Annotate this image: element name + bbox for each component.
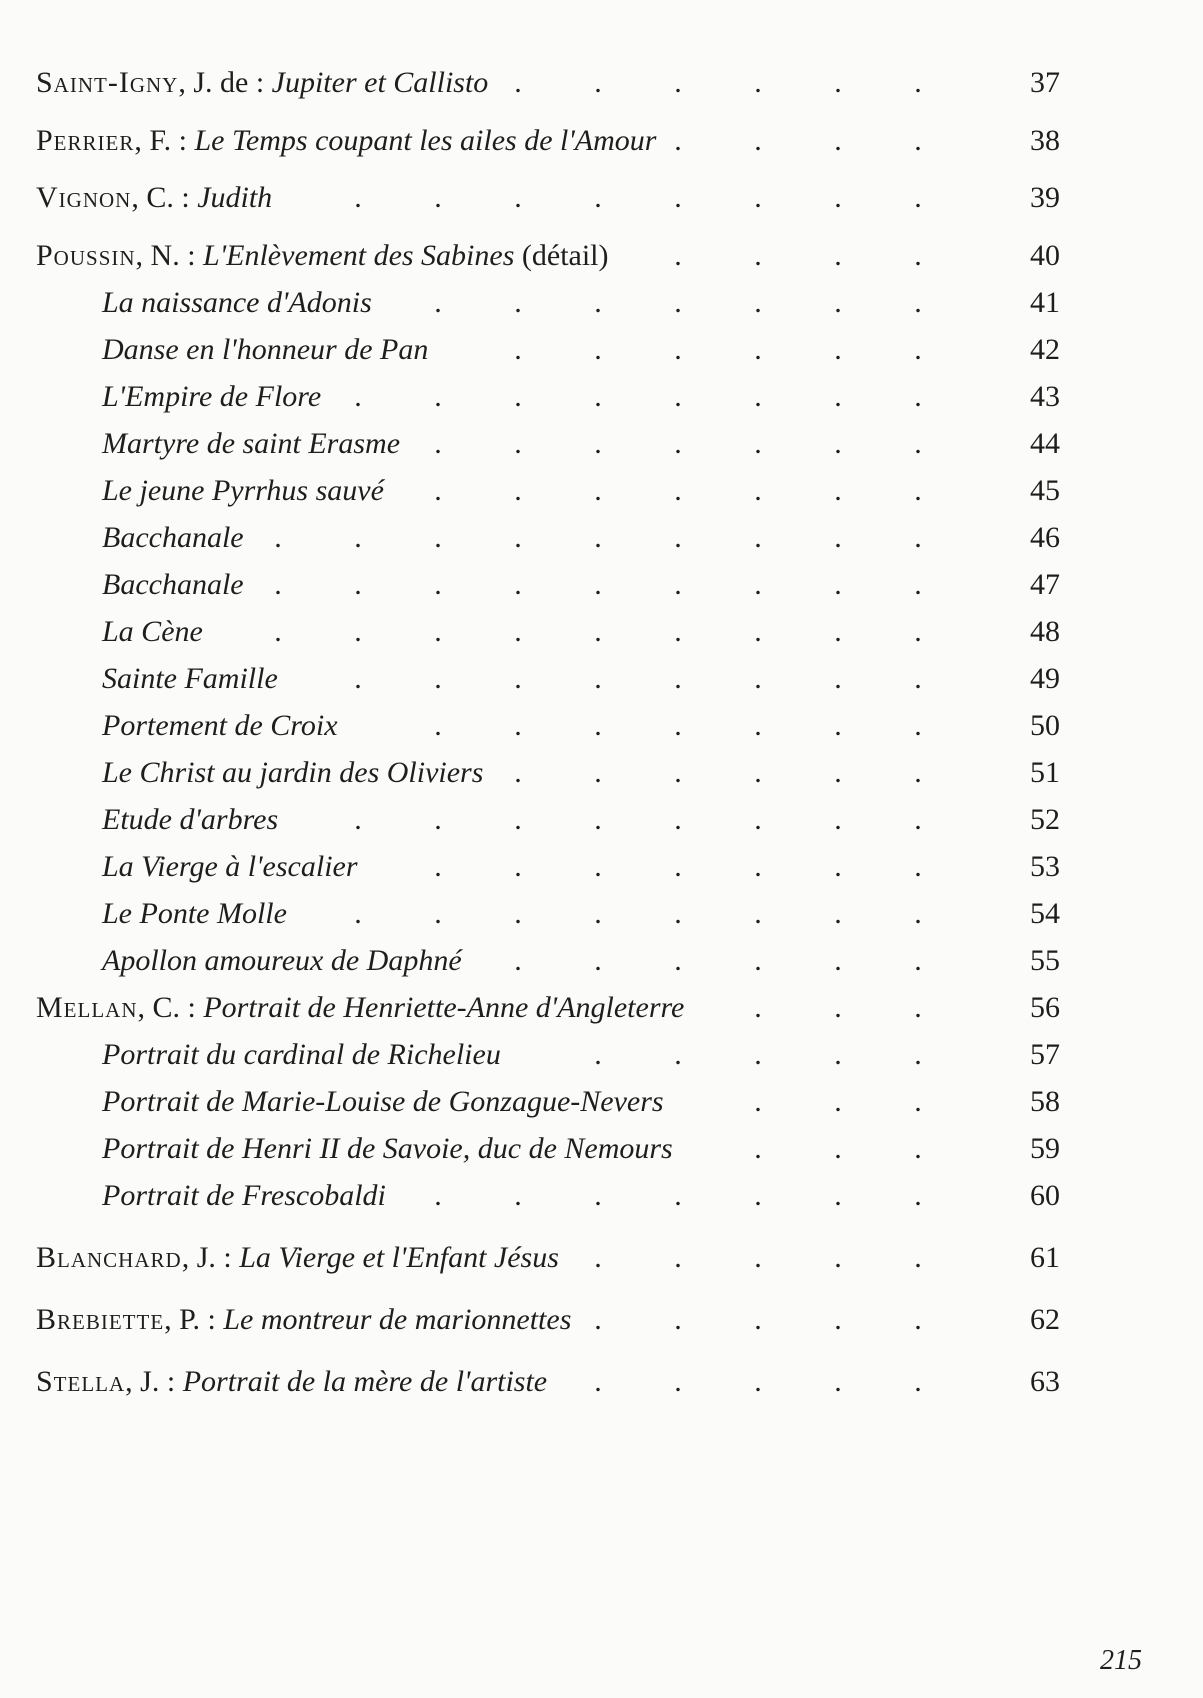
leader-dot: . <box>514 1179 522 1212</box>
leader-dot: . <box>594 380 602 413</box>
leader-dot: . <box>674 1365 682 1398</box>
artwork-title: La Vierge à l'escalier <box>102 850 358 883</box>
entry-text <box>36 121 656 161</box>
leader-dot: . <box>354 662 362 695</box>
page-number: 39 <box>1030 181 1060 214</box>
leader-dot: . <box>834 380 842 413</box>
leader-dot: . <box>674 286 682 319</box>
leader-dot: . <box>594 1365 602 1398</box>
leader-dot: . <box>754 662 762 695</box>
leader-dot: . <box>354 380 362 413</box>
artwork-title: Portrait de la mère de l'artiste <box>182 1365 548 1398</box>
leader-dot: . <box>434 286 442 319</box>
leader-dot: . <box>914 615 922 648</box>
toc-entry <box>0 1035 1203 1075</box>
leader-dot: . <box>434 897 442 930</box>
page-number: 47 <box>1030 568 1060 601</box>
leader-dot: . <box>754 380 762 413</box>
leader-dot: . <box>914 1241 922 1274</box>
leader-dot: . <box>674 380 682 413</box>
toc-entry <box>0 988 1203 1028</box>
leader-dot: . <box>594 66 602 99</box>
entry-text <box>102 565 244 605</box>
artwork-title: La Vierge et l'Enfant Jésus <box>239 1241 559 1274</box>
artist-initials: , P. : <box>164 1303 224 1336</box>
entry-text <box>102 283 372 323</box>
leader-dot: . <box>834 474 842 507</box>
toc-entry <box>0 236 1203 276</box>
toc-entry <box>0 1082 1203 1122</box>
leader-dot: . <box>594 897 602 930</box>
toc-entry <box>0 659 1203 699</box>
leader-dot: . <box>514 615 522 648</box>
toc-entry <box>0 612 1203 652</box>
leader-dot: . <box>834 1085 842 1118</box>
leader-dot: . <box>434 181 442 214</box>
leader-dot: . <box>834 1038 842 1071</box>
leader-dot: . <box>674 709 682 742</box>
leader-dot: . <box>594 1241 602 1274</box>
leader-dot: . <box>674 1303 682 1336</box>
page-number: 49 <box>1030 662 1060 695</box>
entry-text <box>102 706 338 746</box>
leader-dot: . <box>754 615 762 648</box>
entry-text <box>36 63 488 103</box>
leader-dot: . <box>514 709 522 742</box>
leader-dot: . <box>834 662 842 695</box>
artwork-title: Portrait du cardinal de Richelieu <box>102 1038 501 1071</box>
leader-dot: . <box>594 286 602 319</box>
entry-text <box>102 894 287 934</box>
entry-text <box>102 1082 664 1122</box>
toc-entry <box>0 471 1203 511</box>
leader-dot: . <box>514 427 522 460</box>
leader-dot: . <box>834 568 842 601</box>
artist-initials: , J. : <box>125 1365 183 1398</box>
entry-text <box>102 941 462 981</box>
leader-dot: . <box>434 568 442 601</box>
leader-dot: . <box>834 124 842 157</box>
toc-entry <box>0 377 1203 417</box>
leader-dot: . <box>674 850 682 883</box>
leader-dot: . <box>514 803 522 836</box>
leader-dot: . <box>834 181 842 214</box>
entry-text <box>36 988 684 1028</box>
leader-dot: . <box>674 662 682 695</box>
leader-dot: . <box>914 427 922 460</box>
leader-dot: . <box>674 427 682 460</box>
leader-dot: . <box>834 897 842 930</box>
leader-dot: . <box>834 521 842 554</box>
leader-dot: . <box>914 897 922 930</box>
leader-dot: . <box>834 850 842 883</box>
leader-dot: . <box>754 124 762 157</box>
leader-dot: . <box>834 803 842 836</box>
leader-dot: . <box>514 333 522 366</box>
artwork-title: Jupiter et Callisto <box>271 66 489 99</box>
leader-dot: . <box>674 803 682 836</box>
leader-dot: . <box>594 615 602 648</box>
leader-dot: . <box>674 521 682 554</box>
artwork-title: Portrait de Henriette-Anne d'Angleterre <box>203 991 685 1024</box>
leader-dot: . <box>914 1365 922 1398</box>
leader-dot: . <box>514 66 522 99</box>
leader-dot: . <box>674 239 682 272</box>
leader-dot: . <box>674 1179 682 1212</box>
leader-dot: . <box>834 427 842 460</box>
leader-dot: . <box>754 333 762 366</box>
entry-text <box>102 1035 501 1075</box>
page-number: 50 <box>1030 709 1060 742</box>
toc-entry <box>0 518 1203 558</box>
leader-dot: . <box>354 568 362 601</box>
leader-dot: . <box>354 803 362 836</box>
entry-text <box>102 847 358 887</box>
leader-dot: . <box>914 1179 922 1212</box>
artist-initials: , J. : <box>181 1241 240 1274</box>
leader-dot: . <box>594 850 602 883</box>
artwork-title: Portrait de Marie-Louise de Gonzague-Nevers <box>102 1085 664 1118</box>
leader-dot: . <box>354 181 362 214</box>
leader-dot: . <box>434 427 442 460</box>
leader-dot: . <box>754 474 762 507</box>
page-number: 44 <box>1030 427 1060 460</box>
leader-dot: . <box>514 897 522 930</box>
page-number: 52 <box>1030 803 1060 836</box>
page-number: 54 <box>1030 897 1060 930</box>
page-number: 38 <box>1030 124 1060 157</box>
leader-dot: . <box>514 286 522 319</box>
artist-name: Stella <box>36 1365 126 1398</box>
leader-dot: . <box>674 124 682 157</box>
leader-dot: . <box>914 66 922 99</box>
leader-dot: . <box>274 568 282 601</box>
leader-dot: . <box>914 991 922 1024</box>
leader-dot: . <box>914 239 922 272</box>
leader-dot: . <box>434 615 442 648</box>
leader-dot: . <box>754 181 762 214</box>
leader-dot: . <box>514 568 522 601</box>
leader-dot: . <box>754 239 762 272</box>
toc-entry <box>0 847 1203 887</box>
artwork-title: La naissance d'Adonis <box>102 286 372 319</box>
leader-dot: . <box>514 850 522 883</box>
leader-dot: . <box>754 286 762 319</box>
toc-entry <box>0 1362 1203 1402</box>
leader-dot: . <box>594 333 602 366</box>
leader-dot: . <box>674 1038 682 1071</box>
leader-dot: . <box>754 991 762 1024</box>
leader-dot: . <box>834 709 842 742</box>
leader-dot: . <box>834 991 842 1024</box>
artist-name: Brebiette <box>36 1303 165 1336</box>
leader-dot: . <box>674 474 682 507</box>
artwork-title: Portement de Croix <box>102 709 338 742</box>
artist-name: Blanchard <box>36 1241 182 1274</box>
toc-entry <box>0 753 1203 793</box>
toc-entry <box>0 283 1203 323</box>
leader-dot: . <box>434 850 442 883</box>
entry-text <box>36 1362 547 1402</box>
toc-entry <box>0 565 1203 605</box>
leader-dot: . <box>514 474 522 507</box>
leader-dot: . <box>674 181 682 214</box>
leader-dot: . <box>594 1038 602 1071</box>
leader-dot: . <box>914 662 922 695</box>
entry-text <box>102 800 278 840</box>
toc-entry <box>0 800 1203 840</box>
leader-dot: . <box>754 1132 762 1165</box>
leader-dot: . <box>594 181 602 214</box>
artwork-title: Etude d'arbres <box>102 803 279 836</box>
artist-name: Vignon <box>36 181 132 214</box>
leader-dot: . <box>754 568 762 601</box>
leader-dot: . <box>754 521 762 554</box>
leader-dot: . <box>594 474 602 507</box>
page-number: 62 <box>1030 1303 1060 1336</box>
entry-text <box>102 753 483 793</box>
leader-dot: . <box>834 286 842 319</box>
page-number: 63 <box>1030 1365 1060 1398</box>
toc-entry <box>0 1176 1203 1216</box>
leader-dot: . <box>754 944 762 977</box>
leader-dot: . <box>434 662 442 695</box>
leader-dot: . <box>274 615 282 648</box>
leader-dot: . <box>674 615 682 648</box>
leader-dot: . <box>754 709 762 742</box>
entry-text <box>36 178 272 218</box>
artwork-title: La Cène <box>102 615 203 648</box>
leader-dot: . <box>434 380 442 413</box>
toc-entry <box>0 1238 1203 1278</box>
leader-dot: . <box>914 1038 922 1071</box>
artist-initials: , J. de : <box>178 66 272 99</box>
page-number: 56 <box>1030 991 1060 1024</box>
page-number: 53 <box>1030 850 1060 883</box>
leader-dot: . <box>274 521 282 554</box>
page-number: 59 <box>1030 1132 1060 1165</box>
leader-dot: . <box>754 1241 762 1274</box>
leader-dot: . <box>754 756 762 789</box>
leader-dot: . <box>914 333 922 366</box>
leader-dot: . <box>834 944 842 977</box>
artwork-title: Danse en l'honneur de Pan <box>102 333 429 366</box>
leader-dot: . <box>594 568 602 601</box>
leader-dot: . <box>914 380 922 413</box>
leader-dot: . <box>834 756 842 789</box>
leader-dot: . <box>434 1179 442 1212</box>
leader-dot: . <box>674 66 682 99</box>
entry-text <box>102 612 203 652</box>
leader-dot: . <box>914 1085 922 1118</box>
leader-dot: . <box>914 709 922 742</box>
leader-dot: . <box>434 803 442 836</box>
leader-dot: . <box>914 944 922 977</box>
artwork-title: Le Temps coupant les ailes de l'Amour <box>194 124 657 157</box>
artist-name: Mellan <box>36 991 138 1024</box>
page-number: 37 <box>1030 66 1060 99</box>
entry-text <box>36 1300 571 1340</box>
leader-dot: . <box>914 181 922 214</box>
leader-dot: . <box>594 1179 602 1212</box>
leader-dot: . <box>754 897 762 930</box>
toc-entry <box>0 1129 1203 1169</box>
leader-dot: . <box>834 66 842 99</box>
page-number: 43 <box>1030 380 1060 413</box>
leader-dot: . <box>594 521 602 554</box>
leader-dot: . <box>514 521 522 554</box>
artwork-title: Portrait de Frescobaldi <box>102 1179 386 1212</box>
leader-dot: . <box>754 1038 762 1071</box>
artist-initials: , F. : <box>134 124 195 157</box>
page-number: 55 <box>1030 944 1060 977</box>
toc-entry <box>0 330 1203 370</box>
toc-entry <box>0 941 1203 981</box>
leader-dot: . <box>914 286 922 319</box>
toc-entry <box>0 1300 1203 1340</box>
artwork-title: Apollon amoureux de Daphné <box>102 944 462 977</box>
leader-dot: . <box>834 1241 842 1274</box>
entry-text <box>36 236 609 276</box>
artwork-title: Le montreur de marionnettes <box>223 1303 572 1336</box>
folio-page-number: 215 <box>1100 1645 1142 1676</box>
artwork-title: Bacchanale <box>102 521 244 554</box>
leader-dot: . <box>594 756 602 789</box>
page-number: 45 <box>1030 474 1060 507</box>
artist-name: Perrier <box>36 124 135 157</box>
leader-dot: . <box>834 1179 842 1212</box>
leader-dot: . <box>914 756 922 789</box>
leader-dot: . <box>594 427 602 460</box>
entry-text <box>102 1129 673 1169</box>
leader-dot: . <box>594 662 602 695</box>
toc-entry <box>0 121 1203 161</box>
leader-dot: . <box>354 615 362 648</box>
leader-dot: . <box>914 850 922 883</box>
page-number: 48 <box>1030 615 1060 648</box>
artwork-title: Judith <box>197 181 273 214</box>
leader-dot: . <box>674 944 682 977</box>
artwork-title: Le jeune Pyrrhus sauvé <box>102 474 384 507</box>
leader-dot: . <box>754 427 762 460</box>
leader-dot: . <box>594 803 602 836</box>
entry-text <box>102 424 400 464</box>
leader-dot: . <box>914 474 922 507</box>
artwork-title: Le Christ au jardin des Oliviers <box>102 756 484 789</box>
leader-dot: . <box>754 1365 762 1398</box>
leader-dot: . <box>514 756 522 789</box>
leader-dot: . <box>834 239 842 272</box>
page-number: 51 <box>1030 756 1060 789</box>
leader-dot: . <box>434 709 442 742</box>
leader-dot: . <box>674 897 682 930</box>
toc-entry <box>0 894 1203 934</box>
leader-dot: . <box>594 944 602 977</box>
toc-entry <box>0 63 1203 103</box>
artwork-title: Martyre de saint Erasme <box>102 427 401 460</box>
artist-name: Poussin <box>36 239 136 272</box>
leader-dot: . <box>914 1303 922 1336</box>
page-number: 61 <box>1030 1241 1060 1274</box>
page-number: 41 <box>1030 286 1060 319</box>
toc-entry <box>0 706 1203 746</box>
leader-dot: . <box>834 1303 842 1336</box>
artwork-title: L'Empire de Flore <box>102 380 322 413</box>
leader-dot: . <box>834 1365 842 1398</box>
page-number: 42 <box>1030 333 1060 366</box>
leader-dot: . <box>514 662 522 695</box>
page-number: 46 <box>1030 521 1060 554</box>
leader-dot: . <box>914 124 922 157</box>
leader-dot: . <box>674 333 682 366</box>
artwork-title: Sainte Famille <box>102 662 278 695</box>
leader-dot: . <box>514 380 522 413</box>
page-number: 57 <box>1030 1038 1060 1071</box>
page-number: 60 <box>1030 1179 1060 1212</box>
title-note: (détail) <box>514 239 609 272</box>
leader-dot: . <box>834 1132 842 1165</box>
artwork-title: Portrait de Henri II de Savoie, duc de Nemours <box>102 1132 673 1165</box>
entry-text <box>102 330 428 370</box>
leader-dot: . <box>914 521 922 554</box>
entry-text <box>102 471 384 511</box>
entry-text <box>102 518 244 558</box>
entry-text <box>36 1238 559 1278</box>
leader-dot: . <box>834 615 842 648</box>
toc-entry <box>0 178 1203 218</box>
leader-dot: . <box>834 333 842 366</box>
leader-dot: . <box>434 521 442 554</box>
leader-dot: . <box>754 1085 762 1118</box>
leader-dot: . <box>354 897 362 930</box>
leader-dot: . <box>434 474 442 507</box>
artist-name: Saint-Igny <box>36 66 179 99</box>
leader-dot: . <box>674 568 682 601</box>
artwork-title: Le Ponte Molle <box>102 897 287 930</box>
page-number: 58 <box>1030 1085 1060 1118</box>
leader-dot: . <box>754 1303 762 1336</box>
toc-entry <box>0 424 1203 464</box>
entry-text <box>102 659 278 699</box>
artwork-title: Bacchanale <box>102 568 244 601</box>
leader-dot: . <box>674 756 682 789</box>
artwork-title: L'Enlèvement des Sabines <box>203 239 515 272</box>
leader-dot: . <box>514 944 522 977</box>
leader-dot: . <box>354 521 362 554</box>
entry-text <box>102 377 321 417</box>
leader-dot: . <box>514 181 522 214</box>
artist-initials: , N. : <box>135 239 204 272</box>
leader-dot: . <box>594 1303 602 1336</box>
artist-initials: , C. : <box>137 991 204 1024</box>
artist-initials: , C. : <box>131 181 198 214</box>
leader-dot: . <box>754 850 762 883</box>
leader-dot: . <box>754 803 762 836</box>
leader-dot: . <box>754 1179 762 1212</box>
leader-dot: . <box>914 1132 922 1165</box>
leader-dot: . <box>594 709 602 742</box>
leader-dot: . <box>674 1241 682 1274</box>
page-number: 40 <box>1030 239 1060 272</box>
leader-dot: . <box>914 568 922 601</box>
leader-dot: . <box>754 66 762 99</box>
entry-text <box>102 1176 386 1216</box>
leader-dot: . <box>914 803 922 836</box>
